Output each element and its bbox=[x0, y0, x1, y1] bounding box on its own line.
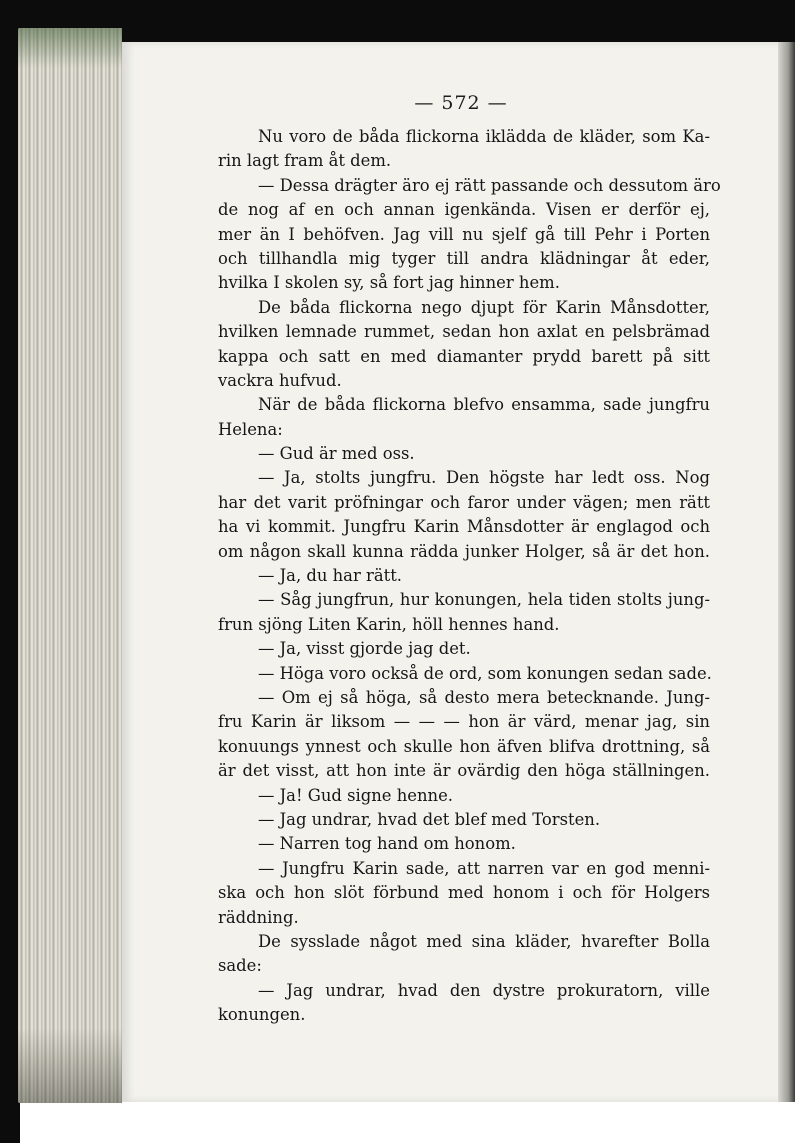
text-line: fru Karin är liksom — — — hon är värd, menar jag, sin bbox=[218, 712, 710, 732]
text-line: ska och hon slöt förbund med honom i och för Holgers bbox=[218, 883, 710, 903]
text-line: — Såg jungfrun, hur konungen, hela tiden stolts jung- bbox=[258, 590, 710, 610]
text-line: De sysslade något med sina kläder, hvarefter Bolla bbox=[258, 931, 710, 951]
text-line: — Jag undrar, hvad den dystre prokuratorn, ville bbox=[258, 980, 710, 1000]
text-line: kappa och satt en med diamanter prydd barett på sitt bbox=[218, 346, 710, 366]
text-line: — Jungfru Karin sade, att narren var en god menni- bbox=[258, 858, 710, 878]
text-line: — Ja, stolts jungfru. Den högste har ledt oss. Nog bbox=[258, 468, 710, 488]
scanner-border-left bbox=[0, 0, 20, 1143]
text-line: har det varit pröfningar och faror under vägen; men rätt bbox=[218, 492, 710, 512]
text-line: hvilken lemnade rummet, sedan hon axlat en pelsbrämad bbox=[218, 322, 710, 342]
text-line: konungen. bbox=[218, 1005, 306, 1025]
text-line: — Narren tog hand om honom. bbox=[258, 834, 516, 854]
text-line: vackra hufvud. bbox=[218, 370, 342, 390]
text-line: konuungs ynnest och skulle hon äfven blifva drottning, så bbox=[218, 736, 710, 756]
text-line: När de båda flickorna blefvo ensamma, sade jungfru bbox=[258, 395, 710, 415]
body-text bbox=[218, 125, 721, 1027]
text-line: Nu voro de båda flickorna iklädda de kläder, som Ka- bbox=[258, 127, 710, 146]
text-line: — Ja, du har rätt. bbox=[258, 566, 402, 586]
book-page-edges bbox=[18, 28, 122, 1103]
text-line: De båda flickorna nego djupt för Karin Månsdotter, bbox=[258, 297, 710, 317]
text-line: — Gud är med oss. bbox=[258, 444, 415, 464]
text-line: hvilka I skolen sy, så fort jag hinner hem. bbox=[218, 273, 560, 293]
text-line: frun sjöng Liten Karin, höll hennes hand. bbox=[218, 614, 560, 634]
text-line: — Om ej så höga, så desto mera betecknande. Jung- bbox=[258, 687, 710, 707]
text-line: ha vi kommit. Jungfru Karin Månsdotter är englagod och bbox=[218, 517, 710, 537]
text-line: — Ja, visst gjorde jag det. bbox=[258, 639, 471, 659]
text-line: de nog af en och annan igenkända. Visen er derför ej, bbox=[218, 200, 710, 220]
text-line: — Ja! Gud signe henne. bbox=[258, 785, 453, 805]
text-line: och tillhandla mig tyger till andra klädningar åt eder, bbox=[218, 248, 710, 268]
text-line: mer än I behöfven. Jag vill nu sjelf gå till Pehr i Porten bbox=[218, 224, 710, 244]
text-line: räddning. bbox=[218, 907, 299, 927]
text-line: Helena: bbox=[218, 419, 283, 439]
book-gutter-right bbox=[778, 42, 795, 1102]
text-line: — Jag undrar, hvad det blef med Torsten. bbox=[258, 809, 601, 829]
text-line: — Dessa drägter äro ej rätt passande och dessutom äro bbox=[258, 175, 721, 195]
page-number: — 572 — bbox=[414, 92, 508, 114]
text-line: om någon skall kunna rädda junker Holger, så är det hon. bbox=[218, 541, 710, 561]
text-line: rin lagt fram åt dem. bbox=[218, 151, 392, 171]
text-line: sade: bbox=[218, 956, 262, 976]
text-line: är det visst, att hon inte är ovärdig den höga ställningen. bbox=[218, 761, 710, 781]
text-line: — Höga voro också de ord, som konungen sedan sade. bbox=[258, 663, 712, 683]
